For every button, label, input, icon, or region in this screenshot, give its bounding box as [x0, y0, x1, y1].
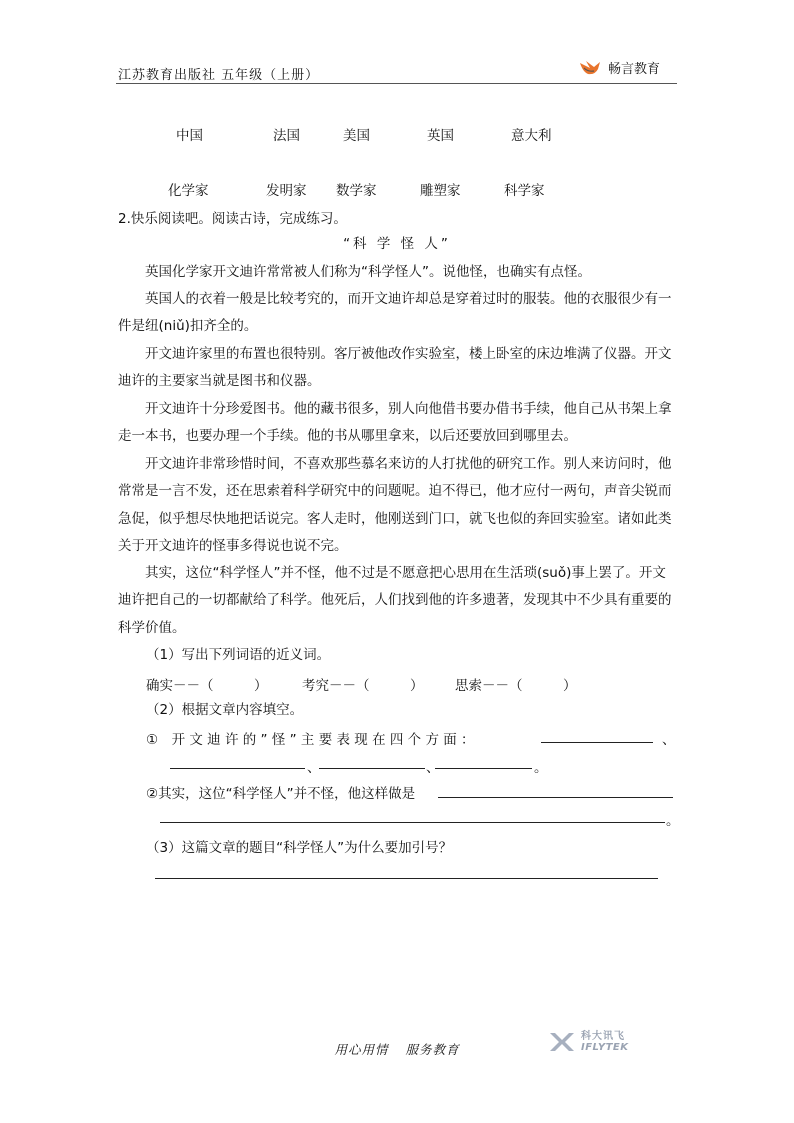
article-paragraph: 开文迪许家里的布置也很特别。客厅被他改作实验室，楼上卧室的床边堆满了仪器。开文迪许的主要家当就是图书和仪器。 — [118, 346, 672, 390]
profession-item: 化学家 — [168, 183, 209, 199]
brand-logo — [578, 58, 660, 77]
question-1: （1）写出下列词语的近义词。 — [146, 647, 331, 663]
answer-blank[interactable] — [160, 822, 665, 823]
country-item: 中国 — [176, 128, 203, 144]
article-paragraph: 开文迪许十分珍爱图书。他的藏书很多，别人向他借书要办借书手续，他自己从书架上拿走一本书，也要办理一个手续。他的书从哪里拿来，以后还要放回到哪里去。 — [118, 401, 672, 445]
iflytek-logo — [547, 1030, 629, 1054]
separator: 、 — [662, 732, 676, 748]
profession-item: 发明家 — [266, 183, 307, 199]
answer-blank[interactable] — [170, 768, 305, 769]
article-paragraph: 其实，这位“科学怪人”并不怪，他不过是不愿意把心思用在生活琐(suǒ)事上罢了。开文迪许把自己的一切都献给了科学。他死后，人们找到他的许多遗著，发现其中不少具有重要的科学价值。 — [118, 565, 672, 636]
question-2: （2）根据文章内容填空。 — [146, 702, 304, 718]
bird-icon — [578, 59, 604, 77]
synonym-item: 考究－－（ ） — [302, 678, 424, 694]
iflytek-icon — [547, 1030, 577, 1054]
period: 。 — [666, 813, 680, 829]
separator: 、 — [307, 760, 321, 776]
footer-slogan-right: 服务教育 — [405, 1042, 460, 1057]
article-title: “科 学 怪 人” — [343, 236, 451, 252]
country-item: 美国 — [343, 128, 370, 144]
answer-blank[interactable] — [541, 742, 653, 743]
profession-item: 雕塑家 — [420, 183, 461, 199]
country-item: 法国 — [273, 128, 300, 144]
question-3: （3）这篇文章的题目“科学怪人”为什么要加引号？ — [146, 840, 453, 856]
header-divider — [116, 83, 677, 84]
profession-item: 数学家 — [336, 183, 377, 199]
article-paragraph: 英国人的衣着一般是比较考究的，而开文迪许却总是穿着过时的服装。他的衣服很少有一件是纽(niǔ)扣齐全的。 — [118, 291, 672, 335]
country-item: 意大利 — [511, 128, 552, 144]
answer-blank[interactable] — [435, 768, 532, 769]
period: 。 — [534, 760, 548, 776]
header-publisher: 江苏教育出版社 五年级（上册） — [118, 68, 320, 83]
iflytek-en: IFLYTEK — [581, 1042, 629, 1053]
article-paragraph: 英国化学家开文迪许常常被人们称为“科学怪人”。说他怪，也确实有点怪。 — [145, 264, 591, 280]
question-intro: 2.快乐阅读吧。阅读古诗，完成练习。 — [118, 211, 347, 227]
iflytek-cn: 科大讯飞 — [581, 1031, 625, 1042]
synonym-item: 思索－－（ ） — [455, 678, 577, 694]
profession-item: 科学家 — [504, 183, 545, 199]
brand-name: 畅言教育 — [608, 62, 661, 77]
separator: 、 — [426, 760, 440, 776]
answer-blank[interactable] — [319, 768, 425, 769]
country-item: 英国 — [427, 128, 454, 144]
article-paragraph: 开文迪许非常珍惜时间，不喜欢那些慕名来访的人打扰他的研究工作。别人来访问时，他常常是一言不发，还在思索着科学研究中的问题呢。迫不得已，他才应付一两句，声音尖锐而急促，似乎想尽快地把话说完。客人走时，他刚送到门口，就飞也似的奔回实验室。诸如此类关于开文迪许的怪事多得说也说不完。 — [118, 456, 672, 554]
footer-slogan-left: 用心用情 — [334, 1042, 389, 1057]
synonym-item: 确实－－（ ） — [146, 678, 268, 694]
question-2b: ②其实，这位“科学怪人”并不怪，他这样做是 — [146, 786, 416, 802]
answer-blank[interactable] — [155, 878, 658, 879]
answer-blank[interactable] — [438, 797, 673, 798]
footer-slogan — [0, 1040, 794, 1058]
question-2a: ① 开 文 迪 许 的 ” 怪 ” 主 要 表 现 在 四 个 方 面 ： — [146, 732, 475, 748]
